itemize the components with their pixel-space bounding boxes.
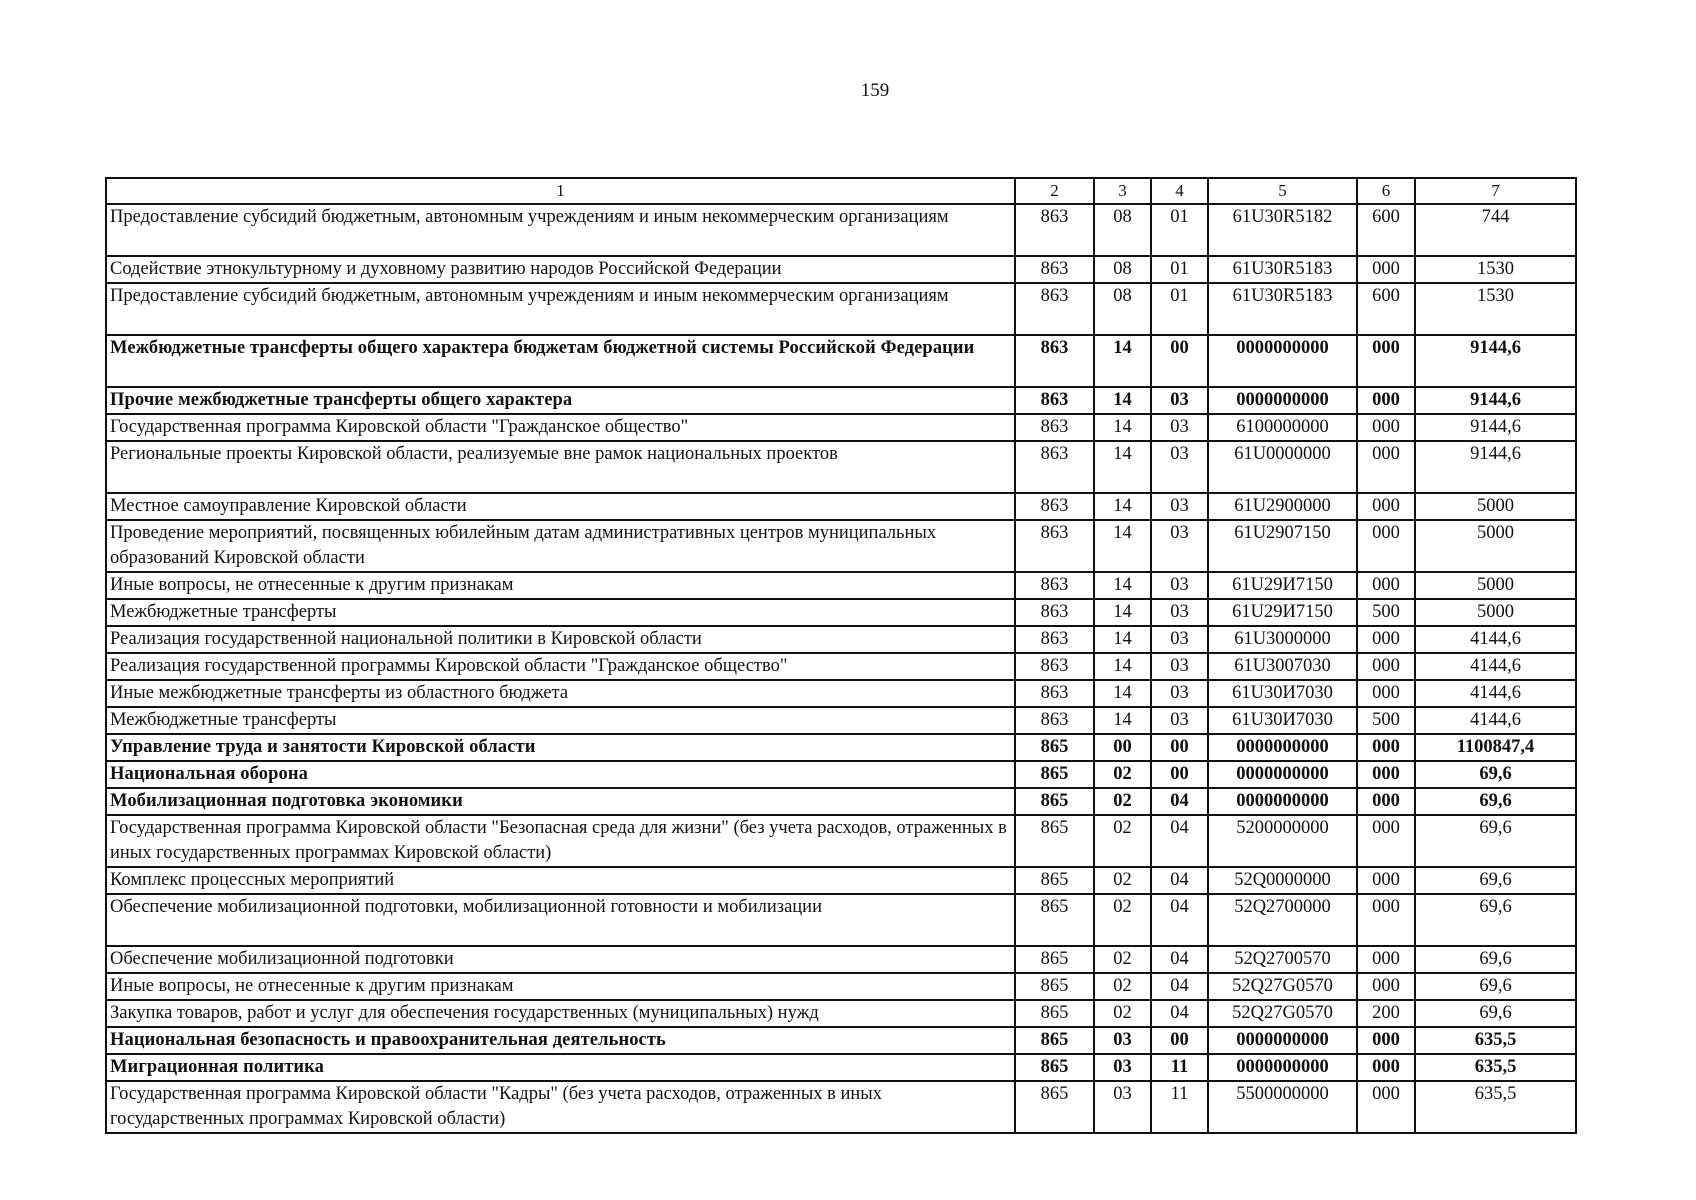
row-admin-code: 863	[1015, 626, 1094, 653]
table-row	[106, 867, 1576, 894]
row-amount: 4144,6	[1415, 653, 1576, 680]
row-subsection: 11	[1151, 1054, 1208, 1081]
row-name: Предоставление субсидий бюджетным, автономным учреждениям и иным некоммерческим организациям	[106, 204, 1015, 256]
row-target-article: 0000000000	[1208, 387, 1357, 414]
row-target-article: 0000000000	[1208, 761, 1357, 788]
table-row	[106, 335, 1576, 387]
row-section: 02	[1094, 894, 1151, 946]
row-amount: 4144,6	[1415, 626, 1576, 653]
row-target-article: 0000000000	[1208, 335, 1357, 387]
row-subsection: 03	[1151, 414, 1208, 441]
row-expense-type: 000	[1357, 493, 1415, 520]
row-section: 08	[1094, 256, 1151, 283]
row-expense-type: 000	[1357, 1027, 1415, 1054]
row-target-article: 61U30И7030	[1208, 707, 1357, 734]
row-subsection: 03	[1151, 707, 1208, 734]
row-admin-code: 865	[1015, 973, 1094, 1000]
row-amount: 4144,6	[1415, 707, 1576, 734]
row-admin-code: 865	[1015, 1027, 1094, 1054]
table-row	[106, 493, 1576, 520]
row-subsection: 03	[1151, 520, 1208, 572]
row-expense-type: 000	[1357, 387, 1415, 414]
row-amount: 69,6	[1415, 815, 1576, 867]
header-col-4: 4	[1151, 178, 1208, 204]
table-header-row	[106, 178, 1576, 204]
row-section: 14	[1094, 414, 1151, 441]
row-admin-code: 863	[1015, 520, 1094, 572]
row-target-article: 0000000000	[1208, 734, 1357, 761]
row-section: 00	[1094, 734, 1151, 761]
row-subsection: 04	[1151, 867, 1208, 894]
row-subsection: 00	[1151, 1027, 1208, 1054]
table-row	[106, 946, 1576, 973]
row-section: 02	[1094, 1000, 1151, 1027]
table-row	[106, 894, 1576, 946]
row-admin-code: 865	[1015, 946, 1094, 973]
row-subsection: 04	[1151, 788, 1208, 815]
row-name: Предоставление субсидий бюджетным, автономным учреждениям и иным некоммерческим организациям	[106, 283, 1015, 335]
row-target-article: 61U30R5183	[1208, 256, 1357, 283]
table-row	[106, 653, 1576, 680]
row-expense-type: 000	[1357, 788, 1415, 815]
row-section: 08	[1094, 204, 1151, 256]
row-name: Обеспечение мобилизационной подготовки, мобилизационной готовности и мобилизации	[106, 894, 1015, 946]
row-expense-type: 000	[1357, 520, 1415, 572]
table-body	[106, 204, 1576, 1133]
row-subsection: 00	[1151, 734, 1208, 761]
table-row	[106, 1054, 1576, 1081]
row-target-article: 61U30R5182	[1208, 204, 1357, 256]
row-amount: 69,6	[1415, 788, 1576, 815]
row-subsection: 01	[1151, 283, 1208, 335]
header-col-7: 7	[1415, 178, 1576, 204]
row-amount: 69,6	[1415, 894, 1576, 946]
row-name: Иные вопросы, не отнесенные к другим признакам	[106, 572, 1015, 599]
row-name: Содействие этнокультурному и духовному развитию народов Российской Федерации	[106, 256, 1015, 283]
header-col-1: 1	[106, 178, 1015, 204]
table-row	[106, 973, 1576, 1000]
row-name: Мобилизационная подготовка экономики	[106, 788, 1015, 815]
row-name: Реализация государственной программы Кировской области "Гражданское общество"	[106, 653, 1015, 680]
row-section: 14	[1094, 493, 1151, 520]
row-expense-type: 000	[1357, 946, 1415, 973]
row-expense-type: 000	[1357, 815, 1415, 867]
row-amount: 9144,6	[1415, 335, 1576, 387]
row-target-article: 61U3007030	[1208, 653, 1357, 680]
row-admin-code: 865	[1015, 894, 1094, 946]
table-row	[106, 761, 1576, 788]
row-target-article: 6100000000	[1208, 414, 1357, 441]
row-expense-type: 000	[1357, 653, 1415, 680]
row-amount: 1530	[1415, 256, 1576, 283]
row-expense-type: 000	[1357, 973, 1415, 1000]
row-target-article: 52Q2700000	[1208, 894, 1357, 946]
row-section: 14	[1094, 335, 1151, 387]
row-target-article: 61U2907150	[1208, 520, 1357, 572]
row-amount: 69,6	[1415, 867, 1576, 894]
row-admin-code: 865	[1015, 815, 1094, 867]
row-name: Национальная оборона	[106, 761, 1015, 788]
table-row	[106, 572, 1576, 599]
table-row	[106, 1000, 1576, 1027]
row-name: Прочие межбюджетные трансферты общего характера	[106, 387, 1015, 414]
row-section: 03	[1094, 1054, 1151, 1081]
row-expense-type: 500	[1357, 599, 1415, 626]
row-name: Проведение мероприятий, посвященных юбилейным датам административных центров муниципальных образований Кировской области	[106, 520, 1015, 572]
row-admin-code: 865	[1015, 1000, 1094, 1027]
row-amount: 5000	[1415, 599, 1576, 626]
row-subsection: 11	[1151, 1081, 1208, 1133]
row-section: 02	[1094, 867, 1151, 894]
row-admin-code: 865	[1015, 1081, 1094, 1133]
row-name: Иные межбюджетные трансферты из областного бюджета	[106, 680, 1015, 707]
row-expense-type: 500	[1357, 707, 1415, 734]
row-subsection: 03	[1151, 653, 1208, 680]
row-name: Межбюджетные трансферты	[106, 707, 1015, 734]
row-expense-type: 600	[1357, 283, 1415, 335]
row-name: Закупка товаров, работ и услуг для обеспечения государственных (муниципальных) нужд	[106, 1000, 1015, 1027]
row-section: 08	[1094, 283, 1151, 335]
row-expense-type: 000	[1357, 572, 1415, 599]
row-name: Комплекс процессных мероприятий	[106, 867, 1015, 894]
row-amount: 5000	[1415, 520, 1576, 572]
header-col-2: 2	[1015, 178, 1094, 204]
row-subsection: 03	[1151, 680, 1208, 707]
row-expense-type: 000	[1357, 441, 1415, 493]
row-target-article: 61U30R5183	[1208, 283, 1357, 335]
row-subsection: 03	[1151, 493, 1208, 520]
row-expense-type: 000	[1357, 894, 1415, 946]
row-amount: 635,5	[1415, 1027, 1576, 1054]
row-target-article: 0000000000	[1208, 1027, 1357, 1054]
row-target-article: 61U3000000	[1208, 626, 1357, 653]
row-amount: 69,6	[1415, 1000, 1576, 1027]
row-target-article: 5500000000	[1208, 1081, 1357, 1133]
table-row	[106, 414, 1576, 441]
row-subsection: 00	[1151, 761, 1208, 788]
table-row	[106, 680, 1576, 707]
row-name: Управление труда и занятости Кировской области	[106, 734, 1015, 761]
row-admin-code: 865	[1015, 761, 1094, 788]
row-admin-code: 863	[1015, 204, 1094, 256]
table-row	[106, 204, 1576, 256]
row-admin-code: 865	[1015, 867, 1094, 894]
row-amount: 744	[1415, 204, 1576, 256]
row-amount: 69,6	[1415, 761, 1576, 788]
row-admin-code: 863	[1015, 335, 1094, 387]
row-amount: 9144,6	[1415, 441, 1576, 493]
row-subsection: 00	[1151, 335, 1208, 387]
row-subsection: 03	[1151, 572, 1208, 599]
header-col-6: 6	[1357, 178, 1415, 204]
row-admin-code: 863	[1015, 599, 1094, 626]
row-expense-type: 000	[1357, 414, 1415, 441]
row-subsection: 01	[1151, 204, 1208, 256]
row-admin-code: 863	[1015, 283, 1094, 335]
row-target-article: 5200000000	[1208, 815, 1357, 867]
row-subsection: 04	[1151, 946, 1208, 973]
row-amount: 1530	[1415, 283, 1576, 335]
row-subsection: 03	[1151, 599, 1208, 626]
row-section: 03	[1094, 1027, 1151, 1054]
row-section: 02	[1094, 973, 1151, 1000]
row-expense-type: 000	[1357, 1081, 1415, 1133]
row-admin-code: 863	[1015, 653, 1094, 680]
row-admin-code: 863	[1015, 572, 1094, 599]
row-section: 02	[1094, 946, 1151, 973]
row-expense-type: 200	[1357, 1000, 1415, 1027]
row-name: Иные вопросы, не отнесенные к другим признакам	[106, 973, 1015, 1000]
row-admin-code: 863	[1015, 493, 1094, 520]
row-section: 14	[1094, 626, 1151, 653]
row-amount: 1100847,4	[1415, 734, 1576, 761]
row-name: Местное самоуправление Кировской области	[106, 493, 1015, 520]
row-expense-type: 000	[1357, 256, 1415, 283]
table-row	[106, 520, 1576, 572]
table-row	[106, 256, 1576, 283]
row-amount: 635,5	[1415, 1054, 1576, 1081]
table-row	[106, 283, 1576, 335]
row-amount: 5000	[1415, 572, 1576, 599]
table-row	[106, 734, 1576, 761]
row-amount: 635,5	[1415, 1081, 1576, 1133]
row-section: 14	[1094, 707, 1151, 734]
row-section: 14	[1094, 572, 1151, 599]
row-admin-code: 863	[1015, 680, 1094, 707]
table-row	[106, 626, 1576, 653]
row-amount: 69,6	[1415, 973, 1576, 1000]
row-name: Государственная программа Кировской области "Кадры" (без учета расходов, отраженных в иных государственных программах Кировской области)	[106, 1081, 1015, 1133]
row-subsection: 04	[1151, 815, 1208, 867]
row-admin-code: 863	[1015, 707, 1094, 734]
row-section: 02	[1094, 788, 1151, 815]
row-name: Государственная программа Кировской области "Безопасная среда для жизни" (без учета расходов, отраженных в иных государственных программах Кировской области)	[106, 815, 1015, 867]
row-subsection: 03	[1151, 387, 1208, 414]
row-name: Национальная безопасность и правоохранительная деятельность	[106, 1027, 1015, 1054]
row-expense-type: 600	[1357, 204, 1415, 256]
row-section: 14	[1094, 441, 1151, 493]
row-name: Региональные проекты Кировской области, реализуемые вне рамок национальных проектов	[106, 441, 1015, 493]
row-expense-type: 000	[1357, 867, 1415, 894]
row-target-article: 61U0000000	[1208, 441, 1357, 493]
table-row	[106, 815, 1576, 867]
row-expense-type: 000	[1357, 761, 1415, 788]
table-row	[106, 599, 1576, 626]
row-amount: 9144,6	[1415, 387, 1576, 414]
row-section: 14	[1094, 387, 1151, 414]
row-section: 14	[1094, 653, 1151, 680]
row-target-article: 61U29И7150	[1208, 572, 1357, 599]
row-section: 03	[1094, 1081, 1151, 1133]
row-section: 14	[1094, 599, 1151, 626]
row-target-article: 0000000000	[1208, 788, 1357, 815]
row-target-article: 61U30И7030	[1208, 680, 1357, 707]
row-name: Межбюджетные трансферты общего характера бюджетам бюджетной системы Российской Федерации	[106, 335, 1015, 387]
row-admin-code: 865	[1015, 734, 1094, 761]
row-section: 14	[1094, 680, 1151, 707]
budget-table	[105, 177, 1577, 1134]
row-target-article: 52Q2700570	[1208, 946, 1357, 973]
row-target-article: 0000000000	[1208, 1054, 1357, 1081]
row-name: Государственная программа Кировской области "Гражданское общество"	[106, 414, 1015, 441]
row-expense-type: 000	[1357, 1054, 1415, 1081]
row-name: Миграционная политика	[106, 1054, 1015, 1081]
table-row	[106, 707, 1576, 734]
table-row	[106, 1027, 1576, 1054]
row-section: 02	[1094, 761, 1151, 788]
row-name: Межбюджетные трансферты	[106, 599, 1015, 626]
row-amount: 9144,6	[1415, 414, 1576, 441]
row-amount: 4144,6	[1415, 680, 1576, 707]
row-admin-code: 863	[1015, 387, 1094, 414]
row-subsection: 04	[1151, 973, 1208, 1000]
table-row	[106, 788, 1576, 815]
row-admin-code: 863	[1015, 256, 1094, 283]
row-admin-code: 863	[1015, 441, 1094, 493]
table-row	[106, 1081, 1576, 1133]
row-amount: 69,6	[1415, 946, 1576, 973]
row-name: Обеспечение мобилизационной подготовки	[106, 946, 1015, 973]
row-expense-type: 000	[1357, 734, 1415, 761]
row-amount: 5000	[1415, 493, 1576, 520]
page-number: 159	[860, 80, 890, 101]
header-col-5: 5	[1208, 178, 1357, 204]
row-target-article: 52Q0000000	[1208, 867, 1357, 894]
row-admin-code: 865	[1015, 788, 1094, 815]
row-subsection: 01	[1151, 256, 1208, 283]
row-section: 14	[1094, 520, 1151, 572]
row-admin-code: 865	[1015, 1054, 1094, 1081]
row-expense-type: 000	[1357, 335, 1415, 387]
row-section: 02	[1094, 815, 1151, 867]
row-subsection: 03	[1151, 626, 1208, 653]
row-expense-type: 000	[1357, 626, 1415, 653]
table-row	[106, 441, 1576, 493]
row-expense-type: 000	[1357, 680, 1415, 707]
row-target-article: 61U2900000	[1208, 493, 1357, 520]
row-name: Реализация государственной национальной политики в Кировской области	[106, 626, 1015, 653]
row-admin-code: 863	[1015, 414, 1094, 441]
row-subsection: 04	[1151, 1000, 1208, 1027]
row-subsection: 03	[1151, 441, 1208, 493]
header-col-3: 3	[1094, 178, 1151, 204]
row-target-article: 52Q27G0570	[1208, 1000, 1357, 1027]
row-target-article: 52Q27G0570	[1208, 973, 1357, 1000]
table-row	[106, 387, 1576, 414]
row-target-article: 61U29И7150	[1208, 599, 1357, 626]
row-subsection: 04	[1151, 894, 1208, 946]
